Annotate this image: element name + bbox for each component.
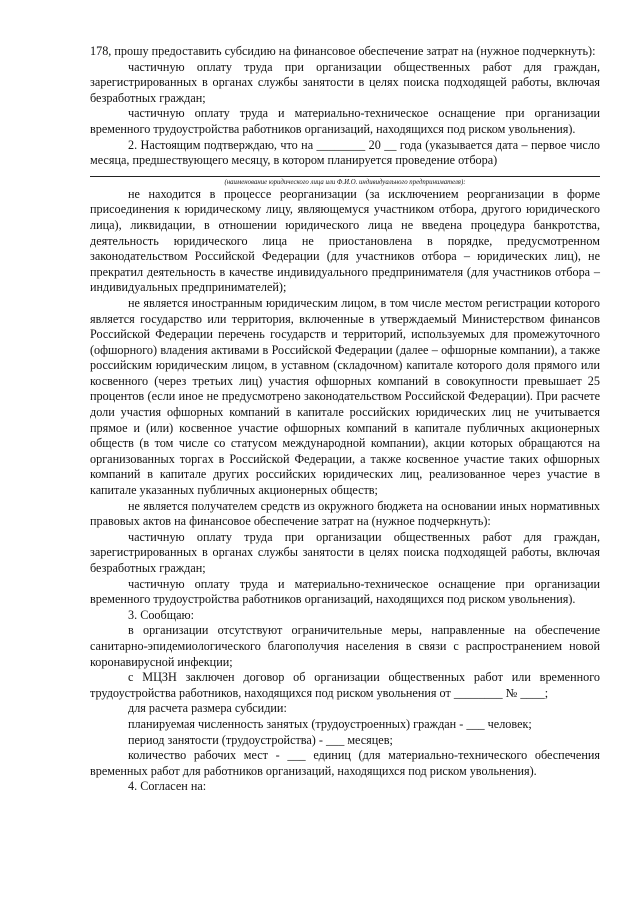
section-4-heading: 4. Согласен на: <box>128 779 207 794</box>
statement-no-restrictions: в организации отсутствуют ограничительные меры, направленные на обеспечение санитарно-эпидемиологического благополучия населения в связи с распространением новой коронавирусной инфекции; <box>90 623 600 669</box>
condition-not-foreign-entity: не является иностранным юридическим лицом, в том числе местом регистрации которого является государство или территория, включенные в утверждаемый Министерством финансов Российской Федерации перечень государств и территорий, используемых для промежуточного (офшорного) владения активами в Российской Федерации (далее – офшорные компании), а также российским юридическим лицом, в уставном (складочном) капитале которого доля прямого или косвенного (через третьих лиц) участия офшорных компаний в совокупности превышает 25 процентов (если иное не предусмотрено законодательством Российской Федерации). При расчете доли участия офшорных компаний в капитале российских юридических лиц не учитывается прямое и (или) косвенное участие офшорных компаний в капитале публичных акционерных обществ (в том числе со статусом международной компании), акции которых обращаются на организованных торгах в Российской Федерации, а также косвенное участие таких офшорных компаний в капитале других российских юридических лиц, реализованное через участие в капитале указанных публичных акционерных обществ; <box>90 295 600 498</box>
paragraph-subsidy-request: 178, прошу предоставить субсидию на финансовое обеспечение затрат на (нужное подчеркнуть): <box>90 44 596 58</box>
document-page <box>90 44 600 795</box>
condition-not-budget-recipient: не является получателем средств из окружного бюджета на основании иных нормативных правовых актов на финансовое обеспечение затрат на (нужное подчеркнуть): <box>90 498 600 529</box>
condition-no-reorganization: не находится в процессе реорганизации (за исключением реорганизации в форме присоединения к юридическому лицу, являющемуся участником отбора, другого юридического лица), ликвидации, в отношении юридического лица не введена процедура банкротства, деятельность юридического лица не приостановлена в порядке, предусмотренном законодательством Российской Федерации (для участников отбора – юридических лиц), не прекратил деятельность в качестве индивидуального предпринимателя (для участников отбора – индивидуальных предпринимателей); <box>90 186 600 295</box>
paragraph-confirmation-date: 2. Настоящим подтверждаю, что на ________ 20 __ года (указывается дата – первое число месяца, предшествующего месяцу, в котором планируется проведение отбора) <box>90 137 600 168</box>
option-public-works-pay-2: частичную оплату труда при организации общественных работ для граждан, зарегистрированных в органах службы занятости в целях поиска подходящей работы, включая безработных граждан; <box>90 529 600 575</box>
blank-line-organization-name <box>90 175 600 177</box>
caption-organization-name: (наименование юридического лица или Ф.И.О. индивидуального предпринимателя): <box>224 178 466 186</box>
option-public-works-pay: частичную оплату труда при организации общественных работ для граждан, зарегистрированных в органах службы занятости в целях поиска подходящей работы, включая безработных граждан; <box>90 59 600 105</box>
workplaces-count: количество рабочих мест - ___ единиц (для материально-технического обеспечения временных работ для работников организаций, находящихся под риском увольнения). <box>90 748 600 778</box>
option-temporary-employment-2: частичную оплату труда и материально-техническое оснащение при организации временного трудоустройства работников организаций, находящихся под риском увольнения). <box>90 576 600 607</box>
section-3-heading: 3. Сообщаю: <box>128 607 194 622</box>
planned-headcount: планируемая численность занятых (трудоустроенных) граждан - ___ человек; <box>128 716 532 731</box>
option-temporary-employment: частичную оплату труда и материально-техническое оснащение при организации временного трудоустройства работников организаций, находящихся под риском увольнения). <box>90 106 600 136</box>
subsidy-calculation-heading: для расчета размера субсидии: <box>128 701 287 716</box>
statement-contract-mczn: с МЦЗН заключен договор об организации общественных работ или временного трудоустройства работников, находящихся под риском увольнения от ________ № ____; <box>90 670 600 700</box>
employment-period: период занятости (трудоустройства) - ___ месяцев; <box>128 732 393 747</box>
